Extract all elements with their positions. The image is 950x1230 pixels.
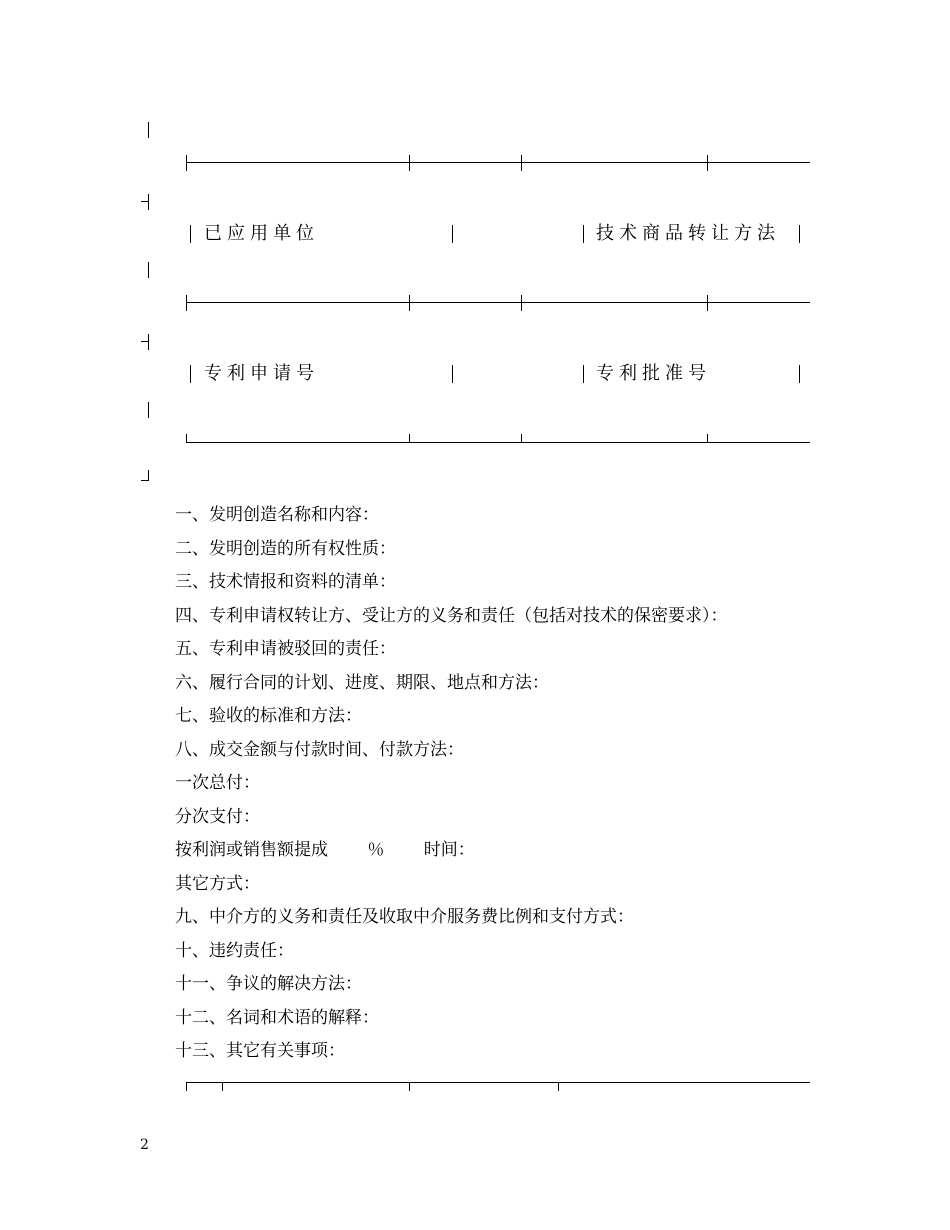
clause-item: 三、技术情报和资料的清单：	[175, 572, 396, 592]
table-rule	[186, 1082, 810, 1083]
clause-item: 十二、名词和术语的解释：	[175, 1007, 379, 1028]
table-border-mark	[186, 295, 187, 311]
table-cell-divider	[799, 365, 800, 383]
table-border-mark	[222, 1082, 223, 1091]
clause-item: 十、违约责任：	[175, 940, 294, 961]
table-rule	[186, 162, 810, 163]
clause-item: 四、专利申请权转让方、受让方的义务和责任（包括对技术的保密要求）：	[175, 605, 728, 626]
clause-item: 其它方式：	[175, 873, 260, 894]
page-number: 2	[140, 1137, 149, 1153]
table-border-mark	[521, 295, 522, 311]
table-cell-label: 已应用单位	[204, 223, 319, 244]
table-border-mark	[148, 470, 149, 480]
table-border-mark	[707, 295, 708, 311]
table-rule	[186, 302, 810, 303]
table-border-mark	[148, 262, 149, 278]
table-border-mark	[141, 341, 148, 342]
table-cell-divider	[452, 225, 453, 243]
table-cell-divider	[190, 365, 191, 383]
clause-item: 一、发明创造名称和内容：	[175, 505, 379, 525]
table-cell-label: 技术商品转让方法	[596, 223, 780, 244]
contract-clause-list	[175, 503, 728, 1073]
clause-item: 十一、争议的解决方法：	[175, 974, 362, 994]
table-border-mark	[141, 201, 148, 202]
table-border-mark	[148, 334, 149, 350]
table-cell-divider	[799, 225, 800, 243]
table-border-mark	[521, 434, 522, 443]
table-border-mark	[186, 434, 187, 443]
table-border-mark	[148, 402, 149, 418]
table-border-mark	[141, 480, 149, 481]
table-border-mark	[707, 155, 708, 171]
table-border-mark	[707, 434, 708, 443]
table-cell-label: 专利申请号	[204, 363, 319, 384]
clause-item: 五、专利申请被驳回的责任：	[175, 639, 396, 659]
clause-item: 二、发明创造的所有权性质：	[175, 538, 396, 559]
table-cell-label: 专利批准号	[596, 363, 711, 384]
table-border-mark	[409, 434, 410, 443]
clause-item: 九、中介方的义务和责任及收取中介服务费比例和支付方式：	[175, 907, 634, 927]
table-border-mark	[409, 1082, 410, 1091]
table-cell-divider	[452, 365, 453, 383]
table-border-mark	[558, 1082, 559, 1091]
table-border-mark	[186, 1082, 187, 1091]
table-cell-divider	[583, 225, 584, 243]
table-cell-divider	[583, 365, 584, 383]
table-cell-divider	[190, 225, 191, 243]
table-border-mark	[148, 122, 149, 138]
table-border-mark	[521, 155, 522, 171]
table-border-mark	[409, 295, 410, 311]
clause-item: 一次总付：	[175, 773, 260, 793]
clause-item: 六、履行合同的计划、进度、期限、地点和方法：	[175, 672, 549, 693]
table-rule	[186, 442, 810, 443]
clause-item: 七、验收的标准和方法：	[175, 706, 362, 726]
table-border-mark	[186, 155, 187, 171]
clause-item: 分次支付：	[175, 806, 260, 827]
table-border-mark	[409, 155, 410, 171]
table-border-mark	[148, 194, 149, 210]
clause-item: 按利润或销售额提成 ％ 时间：	[175, 840, 475, 860]
clause-item: 八、成交金额与付款时间、付款方法：	[175, 739, 464, 760]
clause-item: 十三、其它有关事项：	[175, 1041, 345, 1061]
